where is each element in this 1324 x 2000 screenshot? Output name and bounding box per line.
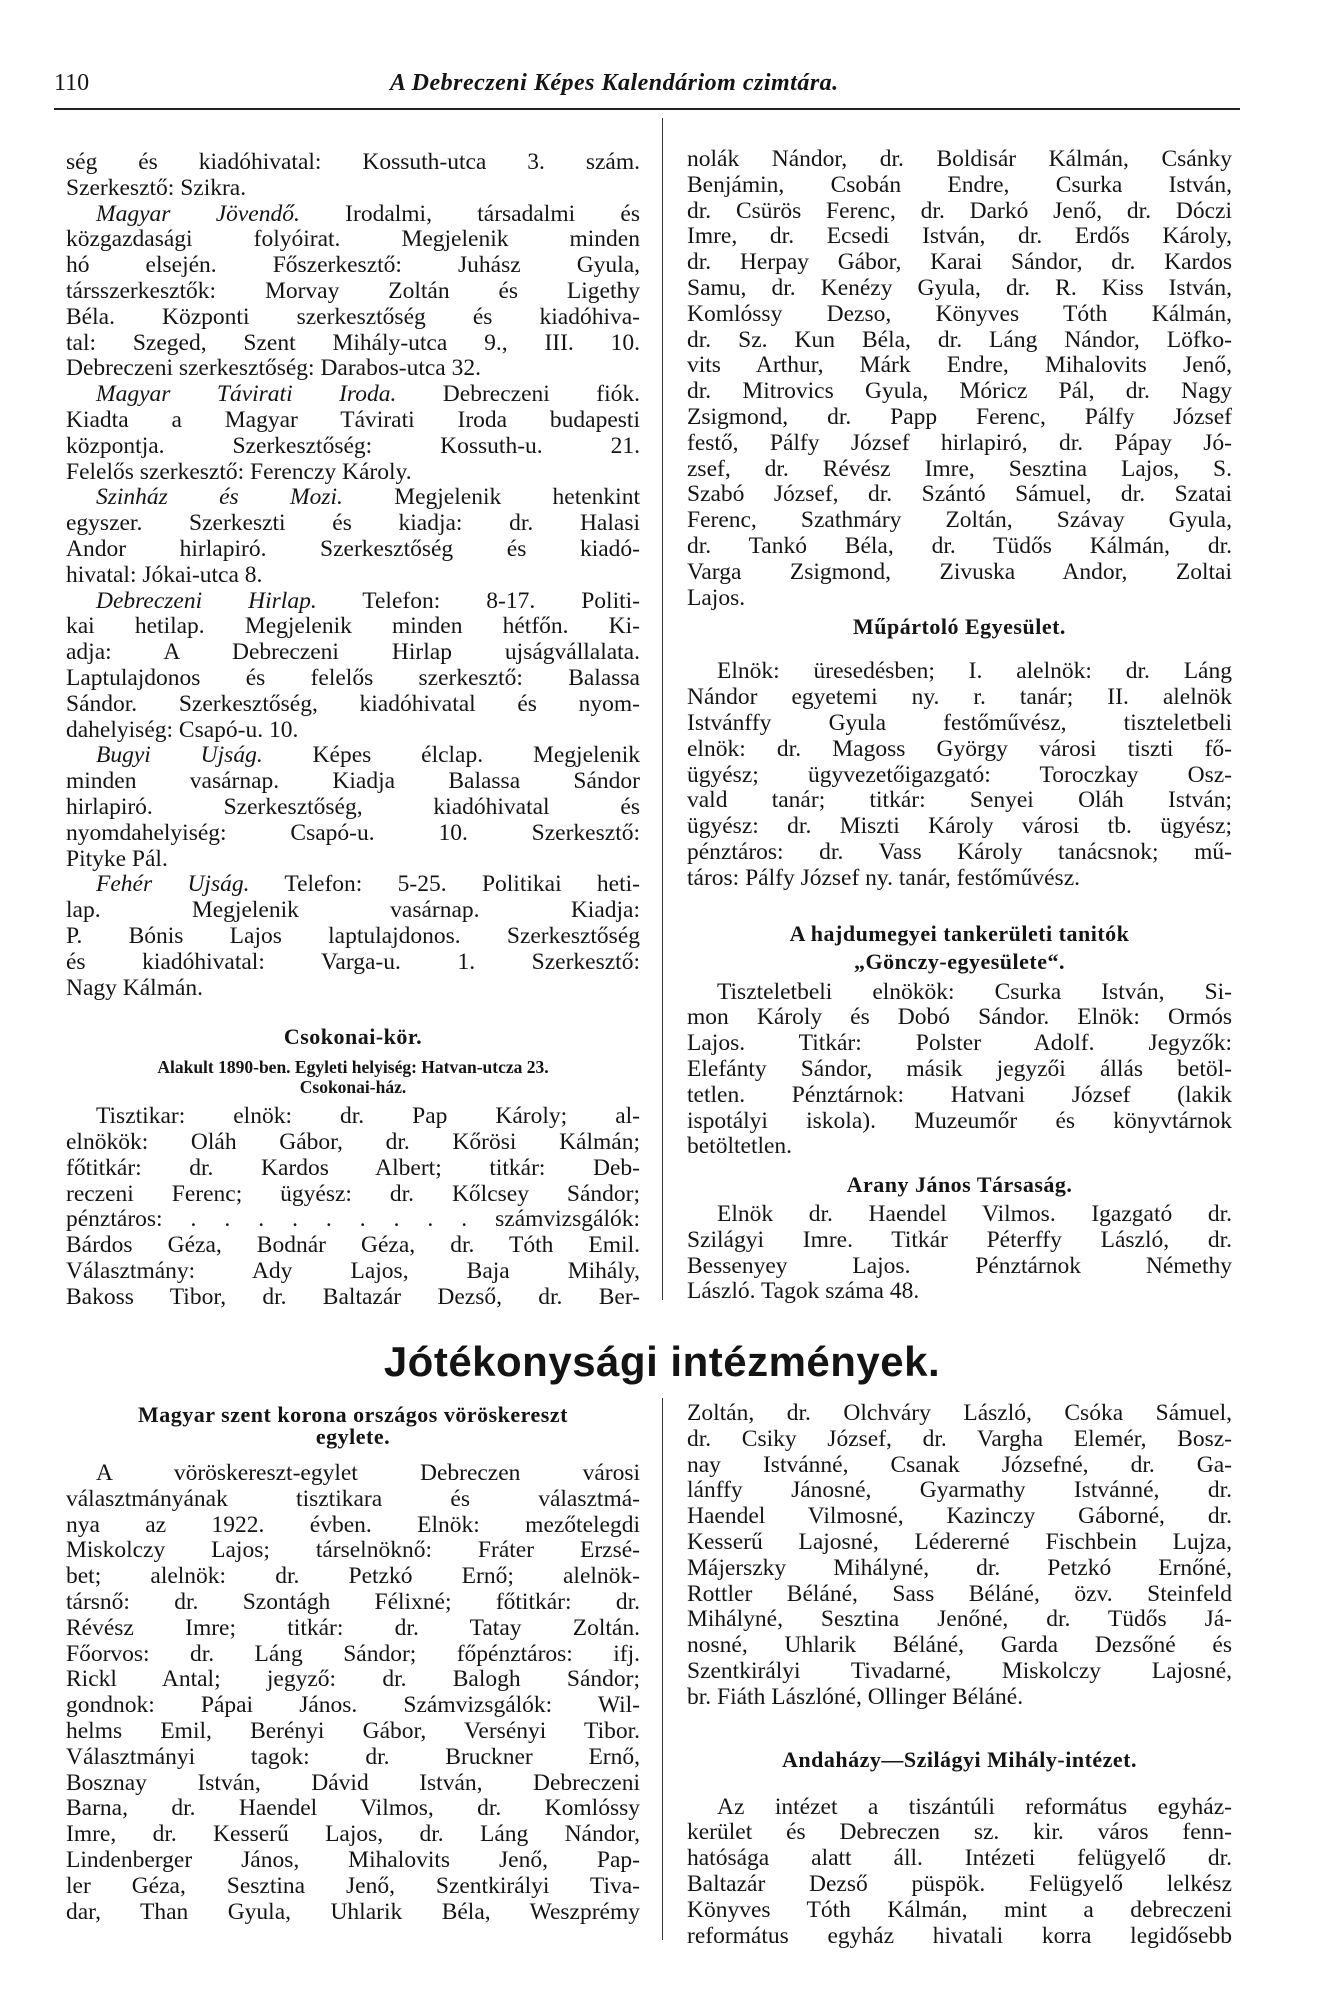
text-line: Révész Imre; titkár: dr. Tatay Zoltán. (66, 1614, 640, 1641)
text-line: dr. Herpay Gábor, Karai Sándor, dr. Kardos (687, 249, 1232, 276)
section-heading (687, 1171, 1232, 1199)
text-line: Májerszky Mihályné, dr. Petzkó Ernőné, (687, 1554, 1232, 1581)
text-line: nosné, Uhlarik Béláné, Garda Dezsőné és (687, 1632, 1232, 1659)
text-line: reczeni Ferenc; ügyész: dr. Kőlcsey Sándor; (66, 1180, 640, 1207)
text-line: nay Istvánné, Csanak Józsefné, dr. Ga- (687, 1451, 1232, 1478)
text-line: helms Emil, Berényi Gábor, Versényi Tibor. (66, 1717, 640, 1744)
text-line: egyszer. Szerkeszti és kiadja: dr. Halasi (66, 510, 640, 537)
entry-title: Magyar Távirati Iroda. (96, 381, 397, 408)
text-line: Andor hirlapiró. Szerkesztőség és kiadó- (66, 535, 640, 562)
text-line: Varga Zsigmond, Zivuska Andor, Zoltai (687, 558, 1232, 585)
paragraph (66, 1104, 640, 1310)
text-line: tetlen. Pénztárnok: Hatvani József (lakik (687, 1081, 1232, 1108)
section-subheading (66, 1057, 640, 1097)
text-line: Elnök dr. Haendel Vilmos. Igazgató dr. (717, 1201, 1232, 1228)
text-line: ügyész; ügyvezetőigazgató: Toroczkay Osz- (687, 761, 1232, 788)
text-line: bet; alelnök: dr. Petzkó Ernő; alelnök- (66, 1563, 640, 1590)
paragraph (66, 743, 640, 872)
text-line: Felelős szerkesztő: Ferenczy Károly. (66, 458, 412, 485)
text-line: Magyar Távirati Iroda. Debreczeni fiók. (96, 381, 640, 408)
text-line: zsef, dr. Révész Imre, Sesztina Lajos, S. (687, 455, 1232, 482)
text-line: református egyház hivatali korra legidősebb (687, 1922, 1232, 1949)
text-line: pénztáros: dr. Vass Károly tanácsnok; mű- (687, 838, 1232, 865)
text-line: hivatal: Jókai-utca 8. (66, 561, 263, 588)
paragraph (687, 980, 1232, 1161)
text-line: Nagy Kálmán. (66, 974, 204, 1001)
text-line: Lajos. (687, 584, 746, 611)
top-right-column (687, 147, 1232, 1305)
text-line: Szilágyi Imre. Titkár Péterffy László, dr. (687, 1226, 1232, 1253)
text-line: Rottler Béláné, Sass Béláné, özv. Steinfeld (687, 1580, 1232, 1607)
text-line: Magyar Jövendő. Irodalmi, társadalmi és (96, 200, 641, 227)
text-line: Főorvos: dr. Láng Sándor; főpénztáros: ifj. (66, 1640, 640, 1667)
text-line: Lajos. Titkár: Polster Adolf. Jegyzők: (687, 1030, 1232, 1057)
top-left-column (66, 150, 640, 1311)
text-line: Miskolczy Lajos; társelnöknő: Fráter Erzsé- (66, 1537, 640, 1564)
paragraph (66, 382, 640, 485)
text-line: pénztáros: . . . . . . . . . számvizsgálók: (66, 1206, 640, 1233)
text-line: Debreczeni Hirlap. Telefon: 8-17. Politi- (96, 587, 640, 614)
text-line: Könyves Tóth Kálmán, mint a debreczeni (687, 1896, 1232, 1923)
section-heading (687, 1746, 1232, 1774)
text-line: mon Károly és Dobó Sándor. Elnök: Ormós (687, 1004, 1232, 1031)
text-line: Laptulajdonos és felelős szerkesztő: Balassa (66, 664, 640, 691)
text-line: Fehér Ujság. Telefon: 5-25. Politikai heti- (96, 871, 640, 898)
bottom-right-column (687, 1401, 1232, 1949)
paragraph (66, 485, 640, 588)
text-line: Kesserű Lajosné, Lédererné Fischbein Lujza, (687, 1528, 1232, 1555)
text-line: Tiszteletbeli elnökök: Csurka István, Si- (717, 978, 1232, 1005)
text-line: Választmányi tagok: dr. Bruckner Ernő, (66, 1743, 640, 1770)
text-line: Debreczeni szerkesztőség: Darabos-utca 32. (66, 355, 481, 382)
text-line: Zsigmond, dr. Papp Ferenc, Pálfy József (687, 403, 1232, 430)
text-line: választmányának tisztikara és választmá- (66, 1485, 640, 1512)
text-line: Sándor. Szerkesztőség, kiadóhivatal és nyom- (66, 690, 640, 717)
paragraph (687, 659, 1232, 891)
text-line: Kiadta a Magyar Távirati Iroda budapesti (66, 406, 640, 433)
text-line: hatósága alatt áll. Intézeti felügyelő dr. (687, 1845, 1232, 1872)
text-line: dr. Csürös Ferenc, dr. Darkó Jenő, dr. Dóczi (687, 197, 1232, 224)
column-divider-bottom (662, 1398, 663, 1940)
text-line: ler Géza, Sesztina Jenő, Szentkirályi Tiva- (66, 1872, 640, 1899)
text-line: Szabó József, dr. Szántó Sámuel, dr. Szatai (687, 481, 1232, 508)
text-line: A vöröskereszt-egylet Debreczen városi (96, 1460, 640, 1486)
text-line: gondnok: Pápai János. Számvizsgálók: Wil- (66, 1692, 640, 1719)
text-line: Szerkesztő: Szikra. (66, 174, 247, 201)
heading-line: Magyar szent korona országos vöröskereszt (138, 1402, 568, 1427)
page-number: 110 (54, 70, 90, 96)
text-line: Bosznay István, Dávid István, Debreczeni (66, 1769, 640, 1796)
paragraph (66, 872, 640, 1001)
running-header-title: A Debreczeni Képes Kalendáriom czimtára. (390, 70, 839, 96)
text-line: ügyész: dr. Miszti Károly városi tb. ügyész; (687, 813, 1232, 840)
text-line: nya az 1922. évben. Elnök: mezőtelegdi (66, 1511, 640, 1538)
text-line: dr. Csiky József, dr. Vargha Elemér, Bosz- (687, 1425, 1232, 1452)
text-line: Tisztikar: elnök: dr. Pap Károly; al- (96, 1103, 640, 1130)
text-line: Ferenc, Szathmáry Zoltán, Szávay Gyula, (687, 507, 1232, 534)
text-line: Béla. Központi szerkesztőség és kiadóhiva- (66, 303, 640, 330)
text-line: ispotályi iskola). Muzeumőr és könyvtárnok (687, 1107, 1232, 1134)
text-line: Bárdos Géza, Bodnár Géza, dr. Tóth Emil. (66, 1232, 640, 1259)
paragraph (687, 1401, 1232, 1711)
text-line: Benjámin, Csobán Endre, Csurka István, (687, 171, 1232, 198)
text-line: dr. Sz. Kun Béla, dr. Láng Nándor, Löfko- (687, 326, 1232, 353)
text-line: hó elsején. Főszerkesztő: Juhász Gyula, (66, 252, 640, 279)
text-line: társnő: dr. Szontágh Félixné; főtitkár: dr. (66, 1588, 640, 1615)
text-line: társszerkesztők: Morvay Zoltán és Ligethy (66, 277, 640, 304)
text-line: Samu, dr. Kenézy Gyula, dr. R. Kiss István, (687, 274, 1232, 301)
text-line: Imre, dr. Kesserű Lajos, dr. Láng Nándor, (66, 1821, 640, 1848)
text-line: hirlapiró. Szerkesztőség, kiadóhivatal és (66, 793, 640, 820)
heading-line: „Gönczy-egyesülete“. (854, 948, 1065, 974)
bottom-left-column (66, 1404, 640, 1925)
section-title: Jótékonysági intézmények. (383, 1338, 941, 1385)
text-line: dar, Than Gyula, Uhlarik Béla, Weszprémy (66, 1898, 640, 1925)
text-line: dr. Tankó Béla, dr. Tüdős Kálmán, dr. (687, 532, 1232, 559)
heading-line: Csokonai-ház. (299, 1077, 407, 1098)
heading-line: Alakult 1890-ben. Egyleti helyiség: Hatvan-utcza 23. (157, 1057, 549, 1078)
section-heading (687, 920, 1232, 976)
entry-title: Bugyi Ujság. (96, 742, 263, 769)
text-line: Bessenyey Lajos. Pénztárnok Némethy (687, 1252, 1232, 1279)
text-line: P. Bónis Lajos laptulajdonos. Szerkesztőség (66, 922, 640, 949)
text-line: nyomdahelyiség: Csapó-u. 10. Szerkesztő: (66, 819, 640, 846)
text-line: br. Fiáth Lászlóné, Ollinger Béláné. (687, 1683, 1024, 1710)
text-line: Rickl Antal; jegyző: dr. Balogh Sándor; (66, 1666, 640, 1693)
column-divider-top (662, 118, 663, 1300)
text-line: elnök: dr. Magoss György városi tiszti fő- (687, 735, 1232, 762)
text-line: dahelyiség: Csapó-u. 10. (66, 716, 299, 743)
text-line: László. Tagok száma 48. (687, 1278, 920, 1305)
text-line: dr. Mitrovics Gyula, Móricz Pál, dr. Nagy (687, 378, 1232, 405)
heading-line: Csokonai-kör. (283, 1024, 423, 1050)
text-line: Haendel Vilmosné, Kazinczy Gáborné, dr. (687, 1503, 1232, 1530)
text-line: vits Arthur, Márk Endre, Mihalovits Jenő, (687, 352, 1232, 379)
text-line: tal: Szeged, Szent Mihály-utca 9., III. 10. (66, 329, 640, 356)
text-line: Szentkirályi Tivadarné, Miskolczy Lajosné, (687, 1657, 1232, 1684)
paragraph (66, 202, 640, 383)
text-line: adja: A Debreczeni Hirlap ujságvállalata. (66, 639, 640, 666)
text-line: Pityke Pál. (66, 845, 168, 872)
text-line: Mihályné, Sesztina Jenőné, dr. Tüdős Já- (687, 1606, 1232, 1633)
section-heading (66, 1404, 640, 1448)
text-line: Bugyi Ujság. Képes élclap. Megjelenik (96, 742, 640, 769)
heading-line: Műpártoló Egyesület. (853, 614, 1066, 640)
text-line: lap. Megjelenik vasárnap. Kiadja: (66, 897, 640, 924)
paragraph (66, 1461, 640, 1925)
section-heading (687, 613, 1232, 641)
entry-title: Szinház és Mozi. (96, 484, 343, 511)
section-heading (66, 1023, 640, 1051)
text-line: lánffy Jánosné, Gyarmathy Istvánné, dr. (687, 1477, 1232, 1504)
text-line: Imre, dr. Ecsedi István, dr. Erdős Károly, (687, 223, 1232, 250)
text-line: betöltetlen. (687, 1133, 793, 1160)
paragraph (66, 589, 640, 744)
paragraph (687, 1202, 1232, 1305)
paragraph (687, 1795, 1232, 1950)
text-line: Választmány: Ady Lajos, Baja Mihály, (66, 1258, 640, 1285)
text-line: Komlóssy Dezso, Könyves Tóth Kálmán, (687, 300, 1232, 327)
heading-line: Andaházy—Szilágyi Mihály-intézet. (781, 1746, 1138, 1772)
text-line: festő, Pálfy József hirlapiró, dr. Pápay Jó- (687, 429, 1232, 456)
entry-title: Fehér Ujság. (96, 871, 250, 898)
text-line: közgazdasági folyóirat. Megjelenik minden (66, 226, 640, 253)
text-line: Barna, dr. Haendel Vilmos, dr. Komlóssy (66, 1795, 640, 1822)
text-line: Zoltán, dr. Olchváry László, Csóka Sámuel, (687, 1400, 1232, 1426)
text-line: kerület és Debreczen sz. kir. város fenn- (687, 1819, 1232, 1846)
heading-line: egylete. (315, 1424, 391, 1449)
text-line: Szinház és Mozi. Megjelenik hetenkint (96, 484, 640, 511)
text-line: Istvánffy Gyula festőművész, tiszteletbeli (687, 709, 1232, 736)
heading-line: A hajdumegyei tankerületi tanitók (789, 920, 1130, 946)
text-line: elnökök: Oláh Gábor, dr. Kőrösi Kálmán; (66, 1129, 640, 1156)
text-line: Elefánty Sándor, másik jegyzői állás betöl- (687, 1055, 1232, 1082)
text-line: nolák Nándor, dr. Boldisár Kálmán, Csánky (687, 146, 1232, 172)
text-line: Lindenberger János, Mihalovits Jenő, Pap- (66, 1846, 640, 1873)
text-line: ség és kiadóhivatal: Kossuth-utca 3. szám. (66, 149, 640, 175)
text-line: főtitkár: dr. Kardos Albert; titkár: Deb- (66, 1154, 640, 1181)
entry-title: Debreczeni Hirlap. (96, 587, 317, 614)
text-line: táros: Pálfy József ny. tanár, festőművész. (687, 864, 1081, 891)
text-line: vald tanár; titkár: Senyei Oláh István; (687, 787, 1232, 814)
text-line: Baltazár Dezső püspök. Felügyelő lelkész (687, 1870, 1232, 1897)
paragraph (687, 147, 1232, 611)
paragraph (66, 150, 640, 202)
text-line: kai hetilap. Megjelenik minden hétfőn. Ki- (66, 613, 640, 640)
header-rule (54, 108, 1240, 110)
text-line: központja. Szerkesztőség: Kossuth-u. 21. (66, 432, 640, 459)
text-line: Elnök: üresedésben; I. alelnök: dr. Láng (717, 658, 1232, 685)
entry-title: Magyar Jövendő. (96, 200, 300, 227)
heading-line: Arany János Társaság. (846, 1172, 1073, 1198)
text-line: Az intézet a tiszántúli református egyház- (717, 1793, 1232, 1820)
text-line: Bakoss Tibor, dr. Baltazár Dezső, dr. Ber- (66, 1283, 640, 1310)
text-line: minden vasárnap. Kiadja Balassa Sándor (66, 768, 640, 795)
text-line: és kiadóhivatal: Varga-u. 1. Szerkesztő: (66, 948, 640, 975)
text-line: Nándor egyetemi ny. r. tanár; II. alelnök (687, 684, 1232, 711)
